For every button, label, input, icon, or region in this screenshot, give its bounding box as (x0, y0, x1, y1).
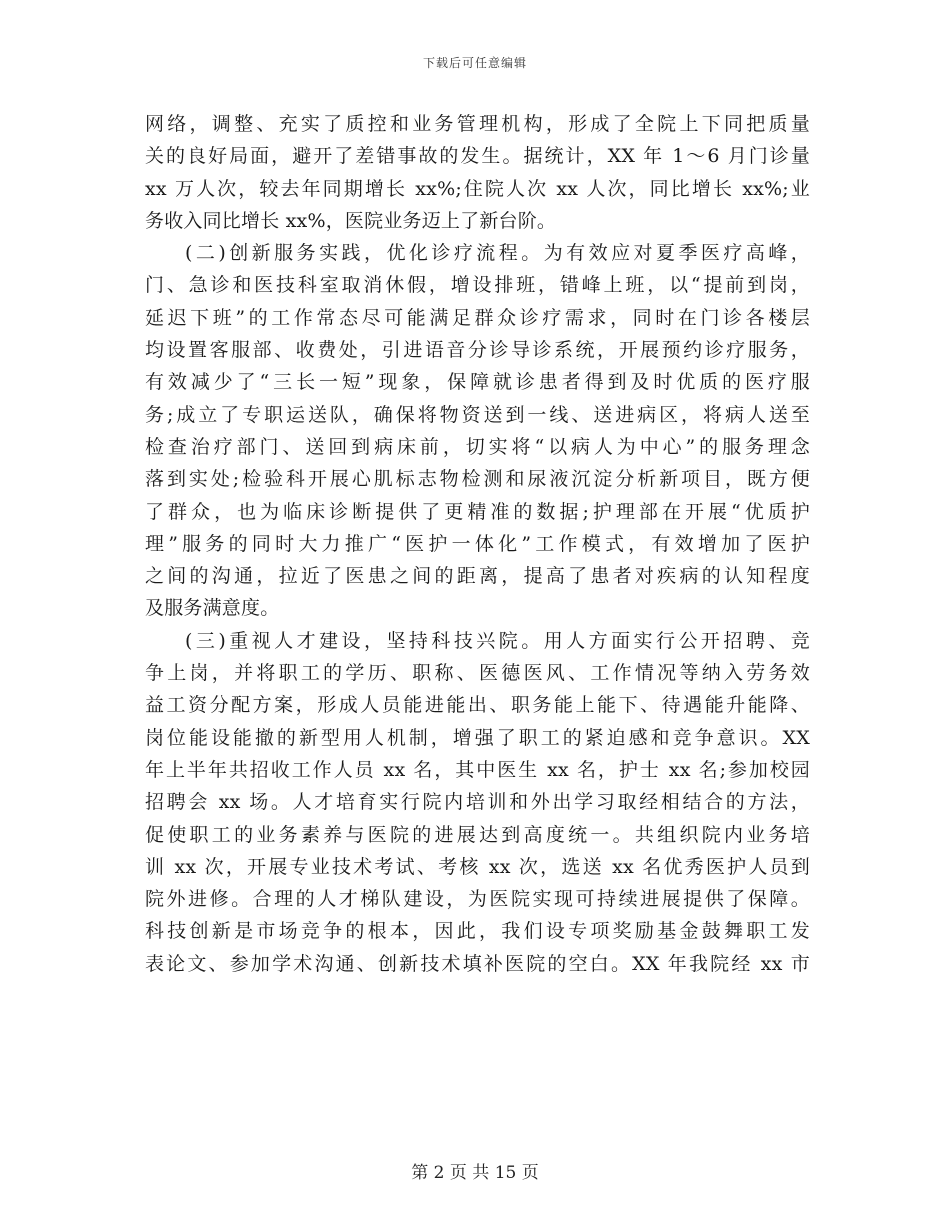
text-line: 检查治疗部门、送回到病床前，切实将“以病人为中心”的服务理念 (145, 435, 810, 458)
text-line: 延迟下班”的工作常态尽可能满足群众诊疗需求，同时在门诊各楼层 (145, 306, 810, 329)
text-line: 训 xx 次，开展专业技术考试、考核 xx 次，选送 xx 名优秀医护人员到 (145, 855, 810, 878)
text-line: 争上岗，并将职工的学历、职称、医德医风、工作情况等纳入劳务效 (145, 662, 810, 685)
text-line: xx 万人次，较去年同期增长 xx%;住院人次 xx 人次，同比增长 xx%;业 (145, 177, 810, 200)
text-line: 科技创新是市场竞争的根本，因此，我们设专项奖励基金鼓舞职工发 (145, 920, 810, 943)
text-line: 务收入同比增长 xx%，医院业务迈上了新台阶。 (145, 209, 557, 232)
text-line: 有效减少了“三长一短”现象，保障就诊患者得到及时优质的医疗服 (145, 371, 810, 394)
text-line: (三)重视人才建设，坚持科技兴院。用人方面实行公开招聘、竞 (185, 629, 810, 652)
text-line: 益工资分配方案，形成人员能进能出、职务能上能下、待遇能升能降、 (145, 694, 810, 717)
text-line: 年上半年共招收工作人员 xx 名，其中医生 xx 名，护士 xx 名;参加校园 (145, 758, 810, 781)
text-line: 院外进修。合理的人才梯队建设，为医院实现可持续进展提供了保障。 (145, 888, 810, 911)
text-line: 了群众，也为临床诊断提供了更精准的数据;护理部在开展“优质护 (145, 500, 810, 523)
document-body (145, 108, 810, 980)
text-line: 落到实处;检验科开展心肌标志物检测和尿液沉淀分析新项目，既方便 (145, 468, 810, 491)
text-line: 之间的沟通，拉近了医患之间的距离，提高了患者对疾病的认知程度 (145, 565, 810, 588)
page-number-footer: 第 2 页 共 15 页 (411, 1163, 539, 1183)
text-line: 关的良好局面，避开了差错事故的发生。据统计，XX 年 1～6 月门诊量 (145, 145, 810, 168)
text-line: 理”服务的同时大力推广“医护一体化”工作模式，有效增加了医护 (145, 532, 810, 555)
text-line: 门、急诊和医技科室取消休假，增设排班，错峰上班，以“提前到岗， (145, 274, 810, 297)
text-line: 及服务满意度。 (145, 597, 280, 620)
text-line: 岗位能设能撤的新型用人机制，增强了职工的紧迫感和竞争意识。XX (145, 726, 810, 749)
text-line: (二)创新服务实践，优化诊疗流程。为有效应对夏季医疗高峰， (185, 242, 810, 265)
text-line: 招聘会 xx 场。人才培育实行院内培训和外出学习取经相结合的方法， (145, 791, 810, 814)
text-line: 促使职工的业务素养与医院的进展达到高度统一。共组织院内业务培 (145, 823, 810, 846)
text-line: 表论文、参加学术沟通、创新技术填补医院的空白。XX 年我院经 xx 市 (145, 952, 810, 975)
text-line: 网络，调整、充实了质控和业务管理机构，形成了全院上下同把质量 (145, 113, 810, 135)
text-line: 均设置客服部、收费处，引进语音分诊导诊系统，开展预约诊疗服务， (145, 339, 810, 362)
page-header: 下载后可任意编辑 (422, 56, 527, 70)
text-line: 务;成立了专职运送队，确保将物资送到一线、送进病区，将病人送至 (145, 403, 810, 426)
